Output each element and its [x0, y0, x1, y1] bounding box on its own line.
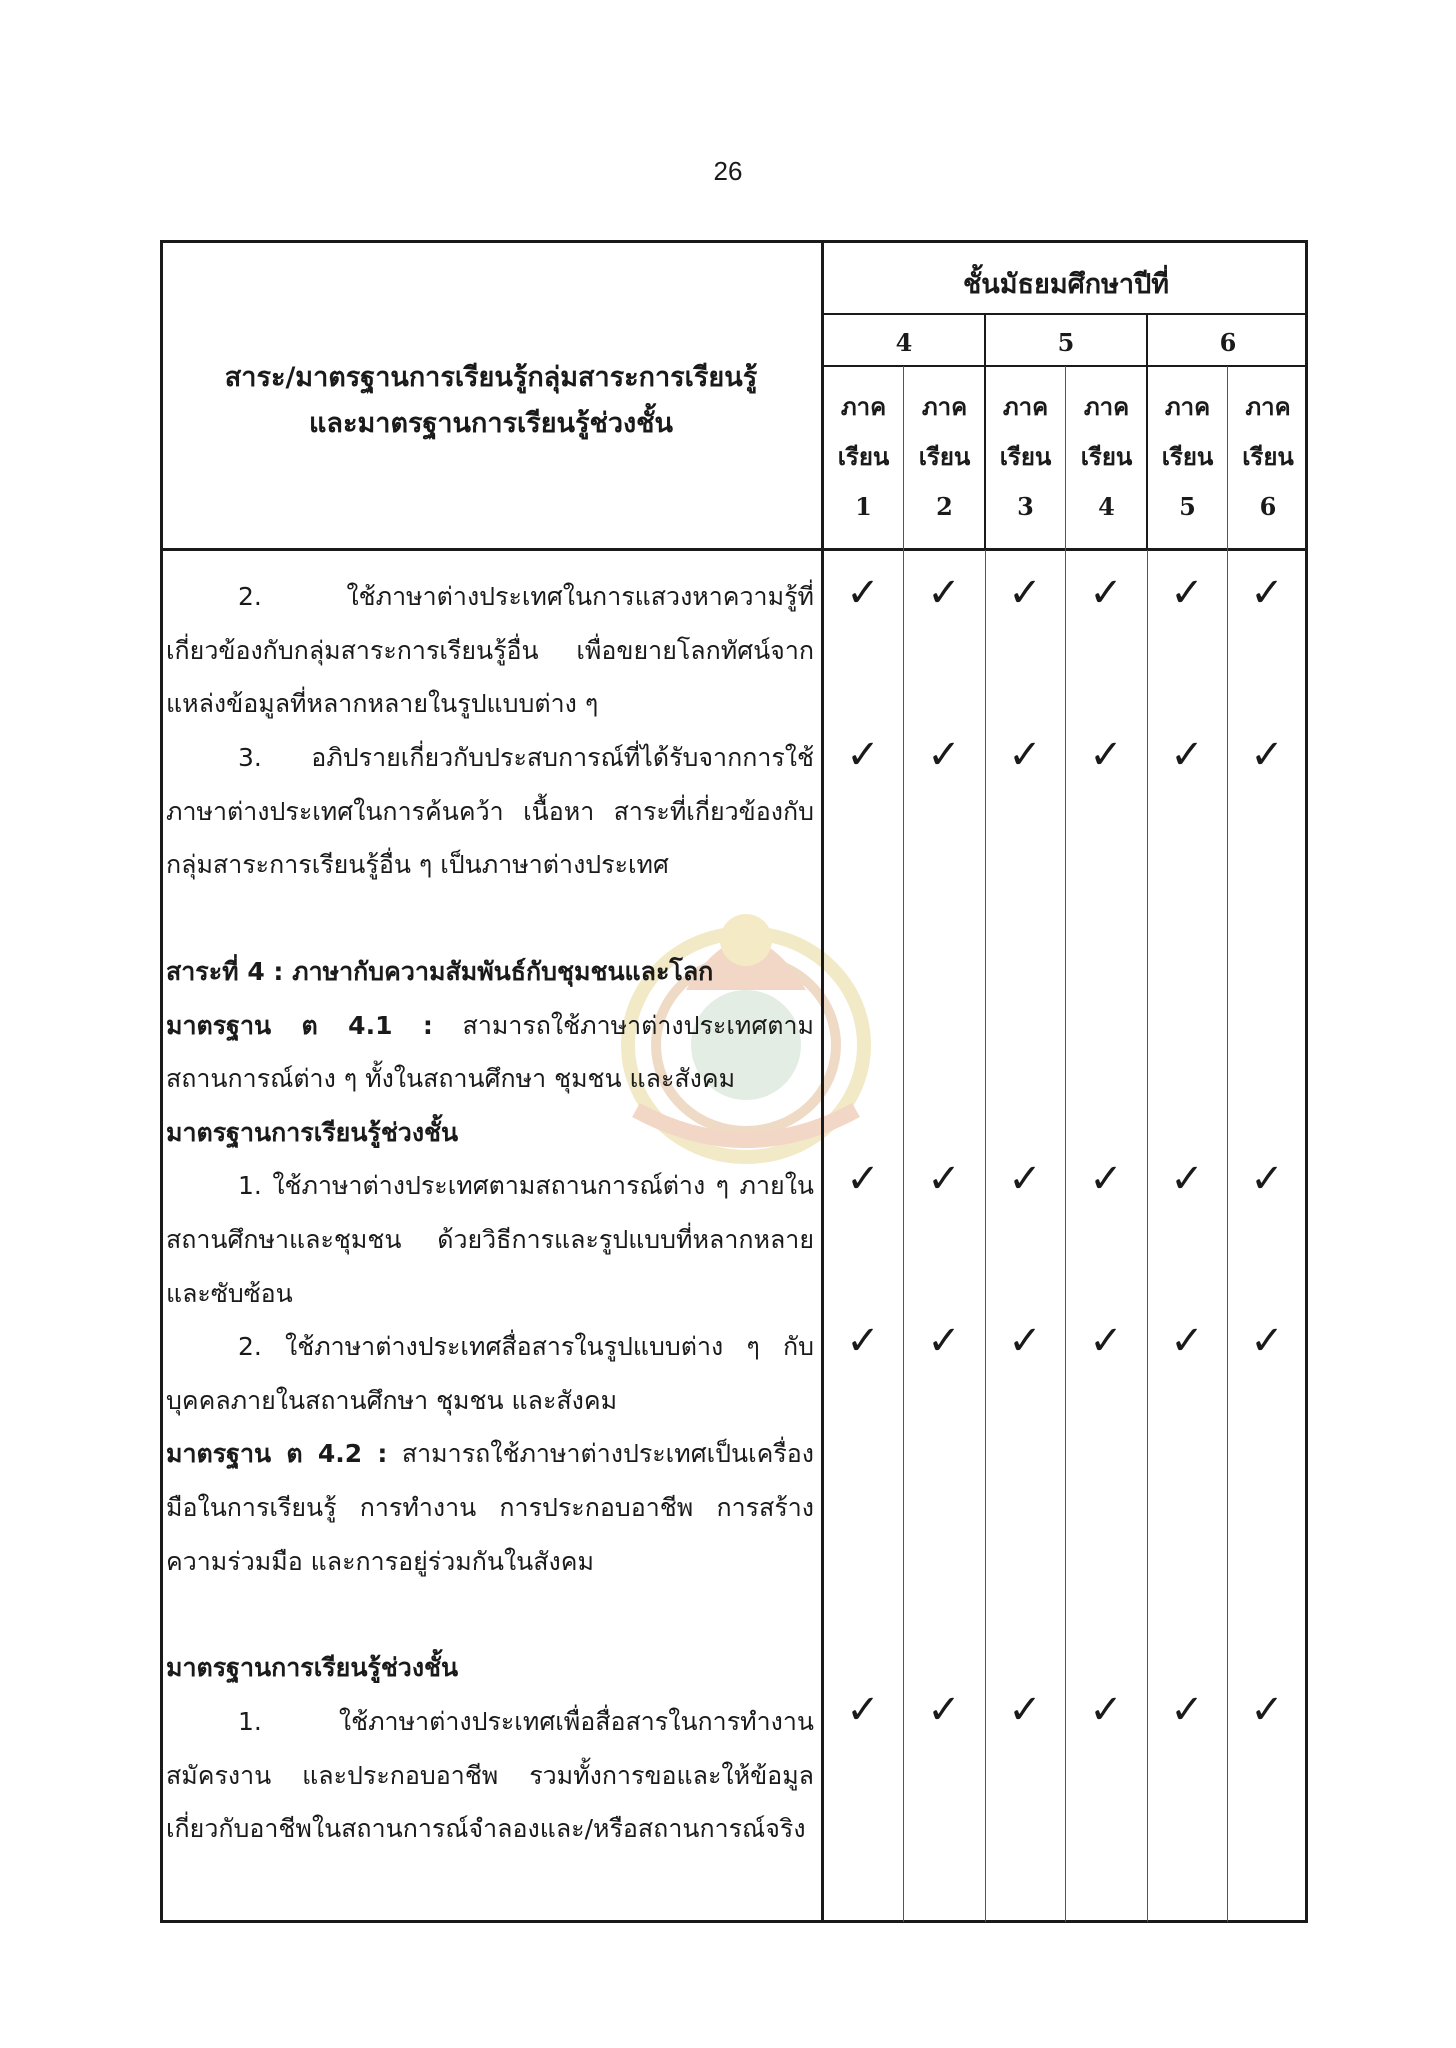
semester-2	[904, 382, 985, 532]
check-mark-icon: ✓	[846, 732, 880, 778]
sem-word1: ภาค	[840, 393, 887, 421]
sem-word1: ภาค	[1164, 393, 1211, 421]
check-mark-icon: ✓	[1250, 1318, 1284, 1364]
check-mark-icon: ✓	[846, 1318, 880, 1364]
strand-4-title	[166, 945, 814, 999]
check-mark-icon: ✓	[1170, 1156, 1204, 1202]
check-mark-icon: ✓	[927, 1318, 961, 1364]
header-body-divider	[160, 548, 1308, 551]
sem-word2: เรียน	[999, 443, 1052, 471]
header-left-title	[165, 355, 817, 447]
grade-title: ชั้นมัธยมศึกษาปีที่	[962, 269, 1170, 300]
check-mark-icon: ✓	[1008, 570, 1042, 616]
check-mark-icon: ✓	[927, 1156, 961, 1202]
sem-word2: เรียน	[1080, 443, 1133, 471]
check-mark-icon: ✓	[1008, 1687, 1042, 1733]
sem-word1: ภาค	[1002, 393, 1049, 421]
sem-word2: เรียน	[1242, 443, 1294, 471]
indicator-3: 3. อภิปรายเกี่ยวกับประสบการณ์ที่ได้รับจากการใช้ภาษาต่างประเทศในการค้นคว้า เนื้อหา สาระที่เกี่ยวข้องกับกลุ่มสาระการเรียนรู้อื่น ๆ เป็นภาษาต่างประเทศ	[166, 743, 814, 880]
check-mark-icon: ✓	[1089, 1156, 1123, 1202]
page-number: 26	[713, 156, 743, 186]
standards-text	[166, 570, 814, 1856]
indicator-4-2-1: 1. ใช้ภาษาต่างประเทศเพื่อสื่อสารในการทำงาน สมัครงาน และประกอบอาชีพ รวมทั้งการขอและให้ข้อมูลเกี่ยวกับอาชีพในสถานการณ์จำลองและ/หรือสถานการณ์จริง	[166, 1706, 814, 1844]
sem-number: 3	[1017, 492, 1034, 521]
sem-word1: ภาค	[1083, 393, 1130, 421]
header-left-line1: สาระ/มาตรฐานการเรียนรู้กลุ่มสาระการเรียนรู้	[224, 362, 758, 393]
check-mark-icon: ✓	[1250, 570, 1284, 616]
level-standard-heading-2: มาตรฐานการเรียนรู้ช่วงชั้น	[166, 1653, 459, 1683]
sem-word1: ภาค	[921, 393, 968, 421]
check-mark-icon: ✓	[1089, 1318, 1123, 1364]
check-mark-icon: ✓	[846, 1687, 880, 1733]
check-mark-icon: ✓	[1008, 732, 1042, 778]
sem-word2: เรียน	[837, 443, 890, 471]
sem-word1: ภาค	[1245, 393, 1291, 421]
check-mark-icon: ✓	[1008, 1318, 1042, 1364]
sem-number: 4	[1098, 492, 1115, 521]
strand-4-title-text: สาระที่ 4 : ภาษากับความสัมพันธ์กับชุมชนและโลก	[166, 957, 714, 986]
check-mark-icon: ✓	[927, 732, 961, 778]
check-mark-icon: ✓	[846, 1156, 880, 1202]
check-mark-icon: ✓	[1089, 570, 1123, 616]
indicator-2: 2. ใช้ภาษาต่างประเทศในการแสวงหาความรู้ที่เกี่ยวข้องกับกลุ่มสาระการเรียนรู้อื่น เพื่อขยายโลกทัศน์จากแหล่งข้อมูลที่หลากหลายในรูปแบบต่าง ๆ	[166, 582, 814, 719]
check-mark-icon: ✓	[1170, 1318, 1204, 1364]
check-mark-icon: ✓	[1250, 732, 1284, 778]
standard-4-1-label: มาตรฐาน ต 4.1 :	[166, 1010, 433, 1040]
check-mark-icon: ✓	[1250, 1687, 1284, 1733]
sem-word2: เรียน	[1161, 443, 1214, 471]
semester-3	[986, 382, 1065, 532]
standard-4-2-text: สามารถใช้ภาษาต่างประเทศเป็นเครื่องมือในการเรียนรู้ การทำงาน การประกอบอาชีพ การสร้างความร่วมมือ และการอยู่ร่วมกันในสังคม	[166, 1439, 814, 1576]
check-mark-icon: ✓	[1170, 732, 1204, 778]
standard-4-2	[166, 1427, 814, 1641]
standard-4-1	[166, 999, 814, 1106]
sem-number: 5	[1179, 492, 1196, 521]
year-5: 5	[1057, 328, 1075, 357]
level-standard-heading-1: มาตรฐานการเรียนรู้ช่วงชั้น	[166, 1117, 459, 1147]
check-mark-icon: ✓	[846, 570, 880, 616]
check-mark-icon: ✓	[927, 1687, 961, 1733]
semester-6	[1228, 382, 1308, 532]
indicator-4-1-1: 1. ใช้ภาษาต่างประเทศตามสถานการณ์ต่าง ๆ ภายในสถานศึกษาและชุมชน ด้วยวิธีการและรูปแบบที่หลากหลายและซับซ้อน	[166, 1171, 814, 1308]
check-mark-icon: ✓	[1170, 570, 1204, 616]
check-mark-icon: ✓	[1170, 1687, 1204, 1733]
sem-number: 2	[936, 492, 953, 521]
semester-1	[824, 382, 903, 532]
semester-4	[1066, 382, 1147, 532]
sem-number: 1	[855, 492, 872, 521]
standard-4-1-text: สามารถใช้ภาษาต่างประเทศตามสถานการณ์ต่าง ๆ ทั้งในสถานศึกษา ชุมชน และสังคม	[166, 1010, 814, 1094]
header-left-line2: และมาตรฐานการเรียนรู้ช่วงชั้น	[309, 408, 673, 439]
check-mark-icon: ✓	[1089, 1687, 1123, 1733]
year-6: 6	[1219, 328, 1237, 357]
check-mark-icon: ✓	[1089, 732, 1123, 778]
sem-number: 6	[1259, 492, 1277, 521]
check-mark-icon: ✓	[927, 570, 961, 616]
standard-4-2-label: มาตรฐาน ต 4.2 :	[166, 1439, 388, 1469]
check-mark-icon: ✓	[1008, 1156, 1042, 1202]
indicator-4-1-2: 2. ใช้ภาษาต่างประเทศสื่อสารในรูปแบบต่าง ๆ กับบุคคลภายในสถานศึกษา ชุมชน และสังคม	[166, 1332, 814, 1415]
year-4: 4	[895, 328, 913, 357]
sem-word2: เรียน	[918, 443, 971, 471]
check-mark-icon: ✓	[1250, 1156, 1284, 1202]
semester-5	[1148, 382, 1227, 532]
